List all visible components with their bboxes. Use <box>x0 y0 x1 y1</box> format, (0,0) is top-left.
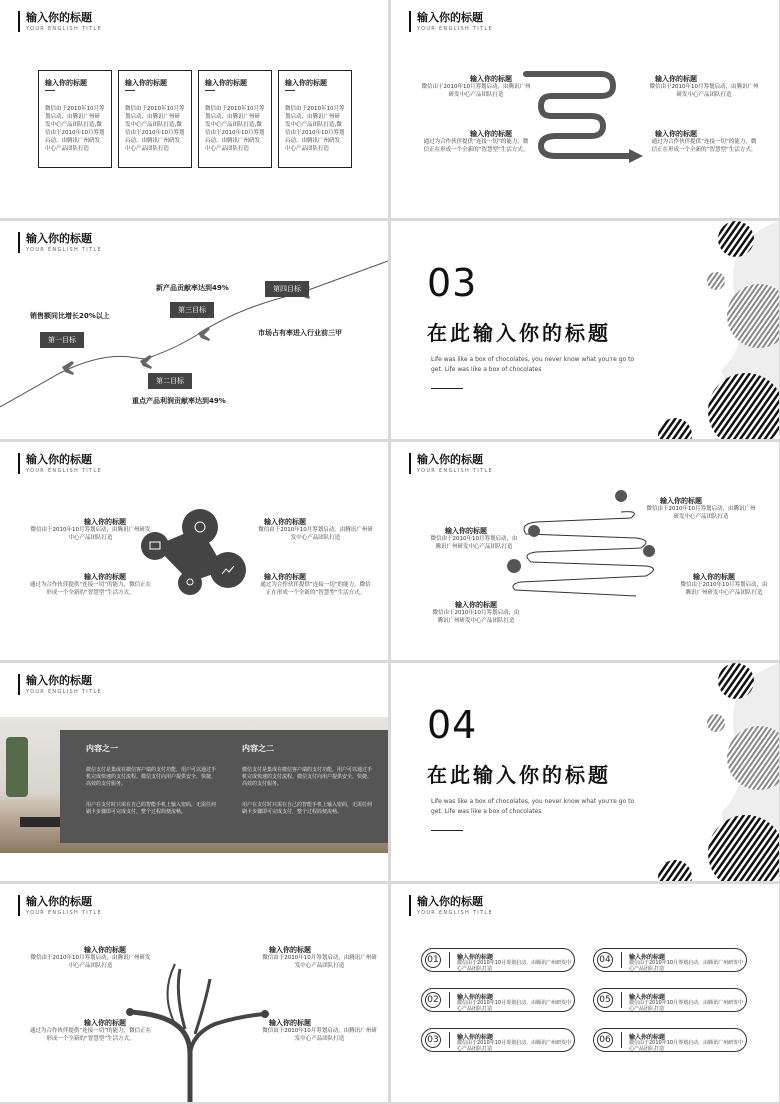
item-text: 微信由于2010年10月筹划启动，由腾讯广州研发中心产品团队打造 <box>457 1000 572 1012</box>
item-title: 输入你的标题 <box>655 75 697 83</box>
numbered-item <box>593 988 747 1012</box>
item-title: 输入你的标题 <box>455 601 497 609</box>
header-subtitle: YOUR ENGLISH TITLE <box>417 910 493 916</box>
section-quote: Life was like a box of chocolates, you never know what you're go to get. Life was like a box of chocolates <box>431 356 635 373</box>
goal-tag: 第三目标 <box>170 302 214 318</box>
snake-arrow <box>391 0 779 218</box>
tree-diagram <box>0 884 388 1102</box>
item-text: 通过为合作伙伴提供“连接一切”的能力，微信正在形成一个全新的“智慧型”生活方式。 <box>651 139 757 153</box>
goal-tag: 第一目标 <box>40 332 84 348</box>
numbered-item <box>593 948 747 972</box>
divider <box>431 388 463 389</box>
item-text: 微信由于2010年10月筹划启动，由腾讯广州研发中心产品团队打造 <box>262 955 377 969</box>
molecule-diagram <box>0 442 388 660</box>
box-title: 输入你的标题 <box>205 79 247 87</box>
header-title: 输入你的标题 <box>417 11 483 24</box>
item-title: 输入你的标题 <box>629 994 666 1001</box>
box-text: 微信由于2010年10月筹划启动，由腾讯广州研发中心产品团队打造,微信由于2010年10月筹划启动，由腾讯广州研发中心产品团队打造 <box>125 106 185 152</box>
item-title: 输入你的标题 <box>629 954 666 961</box>
info-box <box>278 70 352 168</box>
header-title: 输入你的标题 <box>26 895 92 908</box>
item-title: 输入你的标题 <box>445 527 487 535</box>
item-title: 输入你的标题 <box>84 1019 126 1027</box>
section-title: 在此输入你的标题 <box>427 321 611 345</box>
item-text: 微信由于2010年10月筹划启动，由腾讯广州研发中心产品团队打造 <box>646 506 756 520</box>
header-subtitle: YOUR ENGLISH TITLE <box>26 468 102 474</box>
box-text: 微信由于2010年10月筹划启动，由腾讯广州研发中心产品团队打造,微信由于2010年10月筹划启动，由腾讯广州研发中心产品团队打造 <box>205 106 265 152</box>
section-title: 在此输入你的标题 <box>427 763 611 787</box>
item-number: 02 <box>425 992 441 1008</box>
box-text: 微信由于2010年10月筹划启动，由腾讯广州研发中心产品团队打造,微信由于2010年10月筹划启动，由腾讯广州研发中心产品团队打造 <box>285 106 345 152</box>
item-title: 输入你的标题 <box>693 573 735 581</box>
info-box <box>198 70 272 168</box>
numbered-item <box>593 1028 747 1052</box>
item-title: 输入你的标题 <box>269 946 311 954</box>
slide-header <box>409 895 493 916</box>
box-title: 输入你的标题 <box>125 79 167 87</box>
item-title: 输入你的标题 <box>264 573 306 581</box>
section-quote: Life was like a box of chocolates, you never know what you're go to get. Life was like a box of chocolates <box>431 798 635 815</box>
item-title: 输入你的标题 <box>84 946 126 954</box>
item-text: 微信由于2010年10月筹划启动，由腾讯广州研发中心产品团队打造 <box>262 1028 377 1042</box>
item-text: 微信由于2010年10月筹划启动，由腾讯广州研发中心产品团队打造 <box>421 84 531 98</box>
item-title: 输入你的标题 <box>470 75 512 83</box>
item-text: 微信由于2010年10月筹划启动，由腾讯广州研发中心产品团队打造 <box>629 960 744 972</box>
header-title: 输入你的标题 <box>26 453 92 466</box>
item-title: 输入你的标题 <box>269 1019 311 1027</box>
item-title: 输入你的标题 <box>660 497 702 505</box>
milestone-text: 重点产品利润贡献率达到49% <box>132 397 226 405</box>
item-title: 输入你的标题 <box>457 1034 494 1041</box>
numbered-item <box>421 988 575 1012</box>
item-text: 通过为合作伙伴提供“连接一切”的能力，微信正在形成一个全新的“智慧型”生活方式。 <box>260 582 371 596</box>
item-text: 微信由于2010年10月筹划启动，由腾讯广州研发中心产品团队打造 <box>432 610 520 624</box>
item-text: 微信由于2010年10月筹划启动，由腾讯广州研发中心产品团队打造 <box>629 1040 744 1052</box>
goal-tag: 第二目标 <box>148 373 192 389</box>
panel-para: 用户在支付时只需在自己的智能手机上输入密码，无需任何刷卡步骤即可完成支付，整个过程简便流畅。 <box>86 802 217 815</box>
item-text: 微信由于2010年10月筹划启动，由腾讯广州研发中心产品团队打造 <box>457 1040 572 1052</box>
section-number: 04 <box>427 703 478 747</box>
slide-header <box>18 11 102 32</box>
item-title: 输入你的标题 <box>655 130 697 138</box>
item-text: 微信由于2010年10月筹划启动，由腾讯广州研发中心产品团队打造 <box>30 527 151 541</box>
slide-9[interactable] <box>0 884 388 1102</box>
milestone-text: 市场占有率进入行业前三甲 <box>258 329 342 337</box>
slide-6[interactable] <box>391 442 779 660</box>
item-title: 输入你的标题 <box>470 130 512 138</box>
panel-para: 微信支付是集成在微信客户端的支付功能，用户可以通过手机完成快速的支付流程。微信支付向用户提供安全、快捷、高效的支付服务。 <box>86 767 217 787</box>
section-number: 03 <box>427 261 478 305</box>
panel-para: 微信支付是集成在微信客户端的支付功能，用户可以通过手机完成快速的支付流程。微信支付向用户提供安全、快捷、高效的支付服务。 <box>242 767 373 787</box>
item-title: 输入你的标题 <box>84 573 126 581</box>
header-title: 输入你的标题 <box>26 674 92 687</box>
item-title: 输入你的标题 <box>457 994 494 1001</box>
milestone-text: 新产品贡献率达到49% <box>156 284 229 292</box>
item-text: 微信由于2010年10月筹划启动，由腾讯广州研发中心产品团队打造 <box>430 536 518 550</box>
header-title: 输入你的标题 <box>26 11 92 24</box>
map-pin-icon <box>528 525 540 552</box>
item-title: 输入你的标题 <box>629 1034 666 1041</box>
item-text: 微信由于2010年10月筹划启动，由腾讯广州研发中心产品团队打造 <box>680 582 768 596</box>
item-text: 微信由于2010年10月筹划启动，由腾讯广州研发中心产品团队打造 <box>258 527 373 541</box>
header-subtitle: YOUR ENGLISH TITLE <box>26 247 102 253</box>
slide-10[interactable] <box>391 884 779 1102</box>
info-box <box>38 70 112 168</box>
slide-5[interactable] <box>0 442 388 660</box>
item-text: 通过为合作伙伴提供“连接一切”的能力，微信正在形成一个全新的“智慧型”生活方式。 <box>423 139 529 153</box>
item-text: 通过为合作伙伴提供“连接一切”的能力，微信正在形成一个全新的“智慧型”生活方式。 <box>29 582 152 596</box>
panel-title-right: 内容之二 <box>242 744 274 753</box>
header-subtitle: YOUR ENGLISH TITLE <box>417 468 493 474</box>
slide-4[interactable] <box>391 221 779 439</box>
slide-8[interactable] <box>391 663 779 881</box>
item-text: 通过为合作伙伴提供“连接一切”的能力，微信正在形成一个全新的“智慧型”生活方式。 <box>29 1028 152 1042</box>
header-subtitle: YOUR ENGLISH TITLE <box>26 26 102 32</box>
header-subtitle: YOUR ENGLISH TITLE <box>417 26 493 32</box>
panel-title-left: 内容之一 <box>86 744 118 753</box>
header-title: 输入你的标题 <box>417 895 483 908</box>
slide-header <box>18 674 102 695</box>
goal-tag: 第四目标 <box>265 281 309 297</box>
box-text: 微信由于2010年10月筹划启动，由腾讯广州研发中心产品团队打造,微信由于2010年10月筹划启动，由腾讯广州研发中心产品团队打造 <box>45 106 105 152</box>
header-title: 输入你的标题 <box>417 453 483 466</box>
header-subtitle: YOUR ENGLISH TITLE <box>26 689 102 695</box>
box-title: 输入你的标题 <box>285 79 327 87</box>
milestone-text: 销售额同比增长20%以上 <box>30 312 110 320</box>
map-pin-icon <box>615 490 627 517</box>
header-subtitle: YOUR ENGLISH TITLE <box>26 910 102 916</box>
airplane-icon <box>62 361 74 375</box>
airplane-icon <box>198 327 210 341</box>
item-number: 05 <box>597 992 613 1008</box>
slide-2[interactable] <box>391 0 779 218</box>
item-title: 输入你的标题 <box>457 954 494 961</box>
panel-para: 用户在支付时只需在自己的智能手机上输入密码，无需任何刷卡步骤即可完成支付，整个过程简便流畅。 <box>242 802 373 815</box>
info-box <box>118 70 192 168</box>
item-text: 微信由于2010年10月筹划启动，由腾讯广州研发中心产品团队打造 <box>457 960 572 972</box>
item-text: 微信由于2010年10月筹划启动，由腾讯广州研发中心产品团队打造 <box>629 1000 744 1012</box>
item-number: 06 <box>597 1032 613 1048</box>
winding-road <box>391 442 779 660</box>
item-number: 01 <box>425 952 441 968</box>
map-pin-icon <box>507 559 521 590</box>
item-title: 输入你的标题 <box>264 518 306 526</box>
airplane-icon <box>140 355 152 369</box>
item-number: 03 <box>425 1032 441 1048</box>
divider <box>431 830 463 831</box>
slide-7[interactable] <box>0 663 388 881</box>
item-text: 微信由于2010年10月筹划启动，由腾讯广州研发中心产品团队打造 <box>649 84 759 98</box>
header-title: 输入你的标题 <box>26 232 92 245</box>
numbered-item <box>421 948 575 972</box>
slide-3[interactable] <box>0 221 388 439</box>
item-title: 输入你的标题 <box>84 518 126 526</box>
numbered-item <box>421 1028 575 1052</box>
slide-1[interactable] <box>0 0 388 218</box>
item-text: 微信由于2010年10月筹划启动，由腾讯广州研发中心产品团队打造 <box>30 955 151 969</box>
box-title: 输入你的标题 <box>45 79 87 87</box>
item-number: 04 <box>597 952 613 968</box>
